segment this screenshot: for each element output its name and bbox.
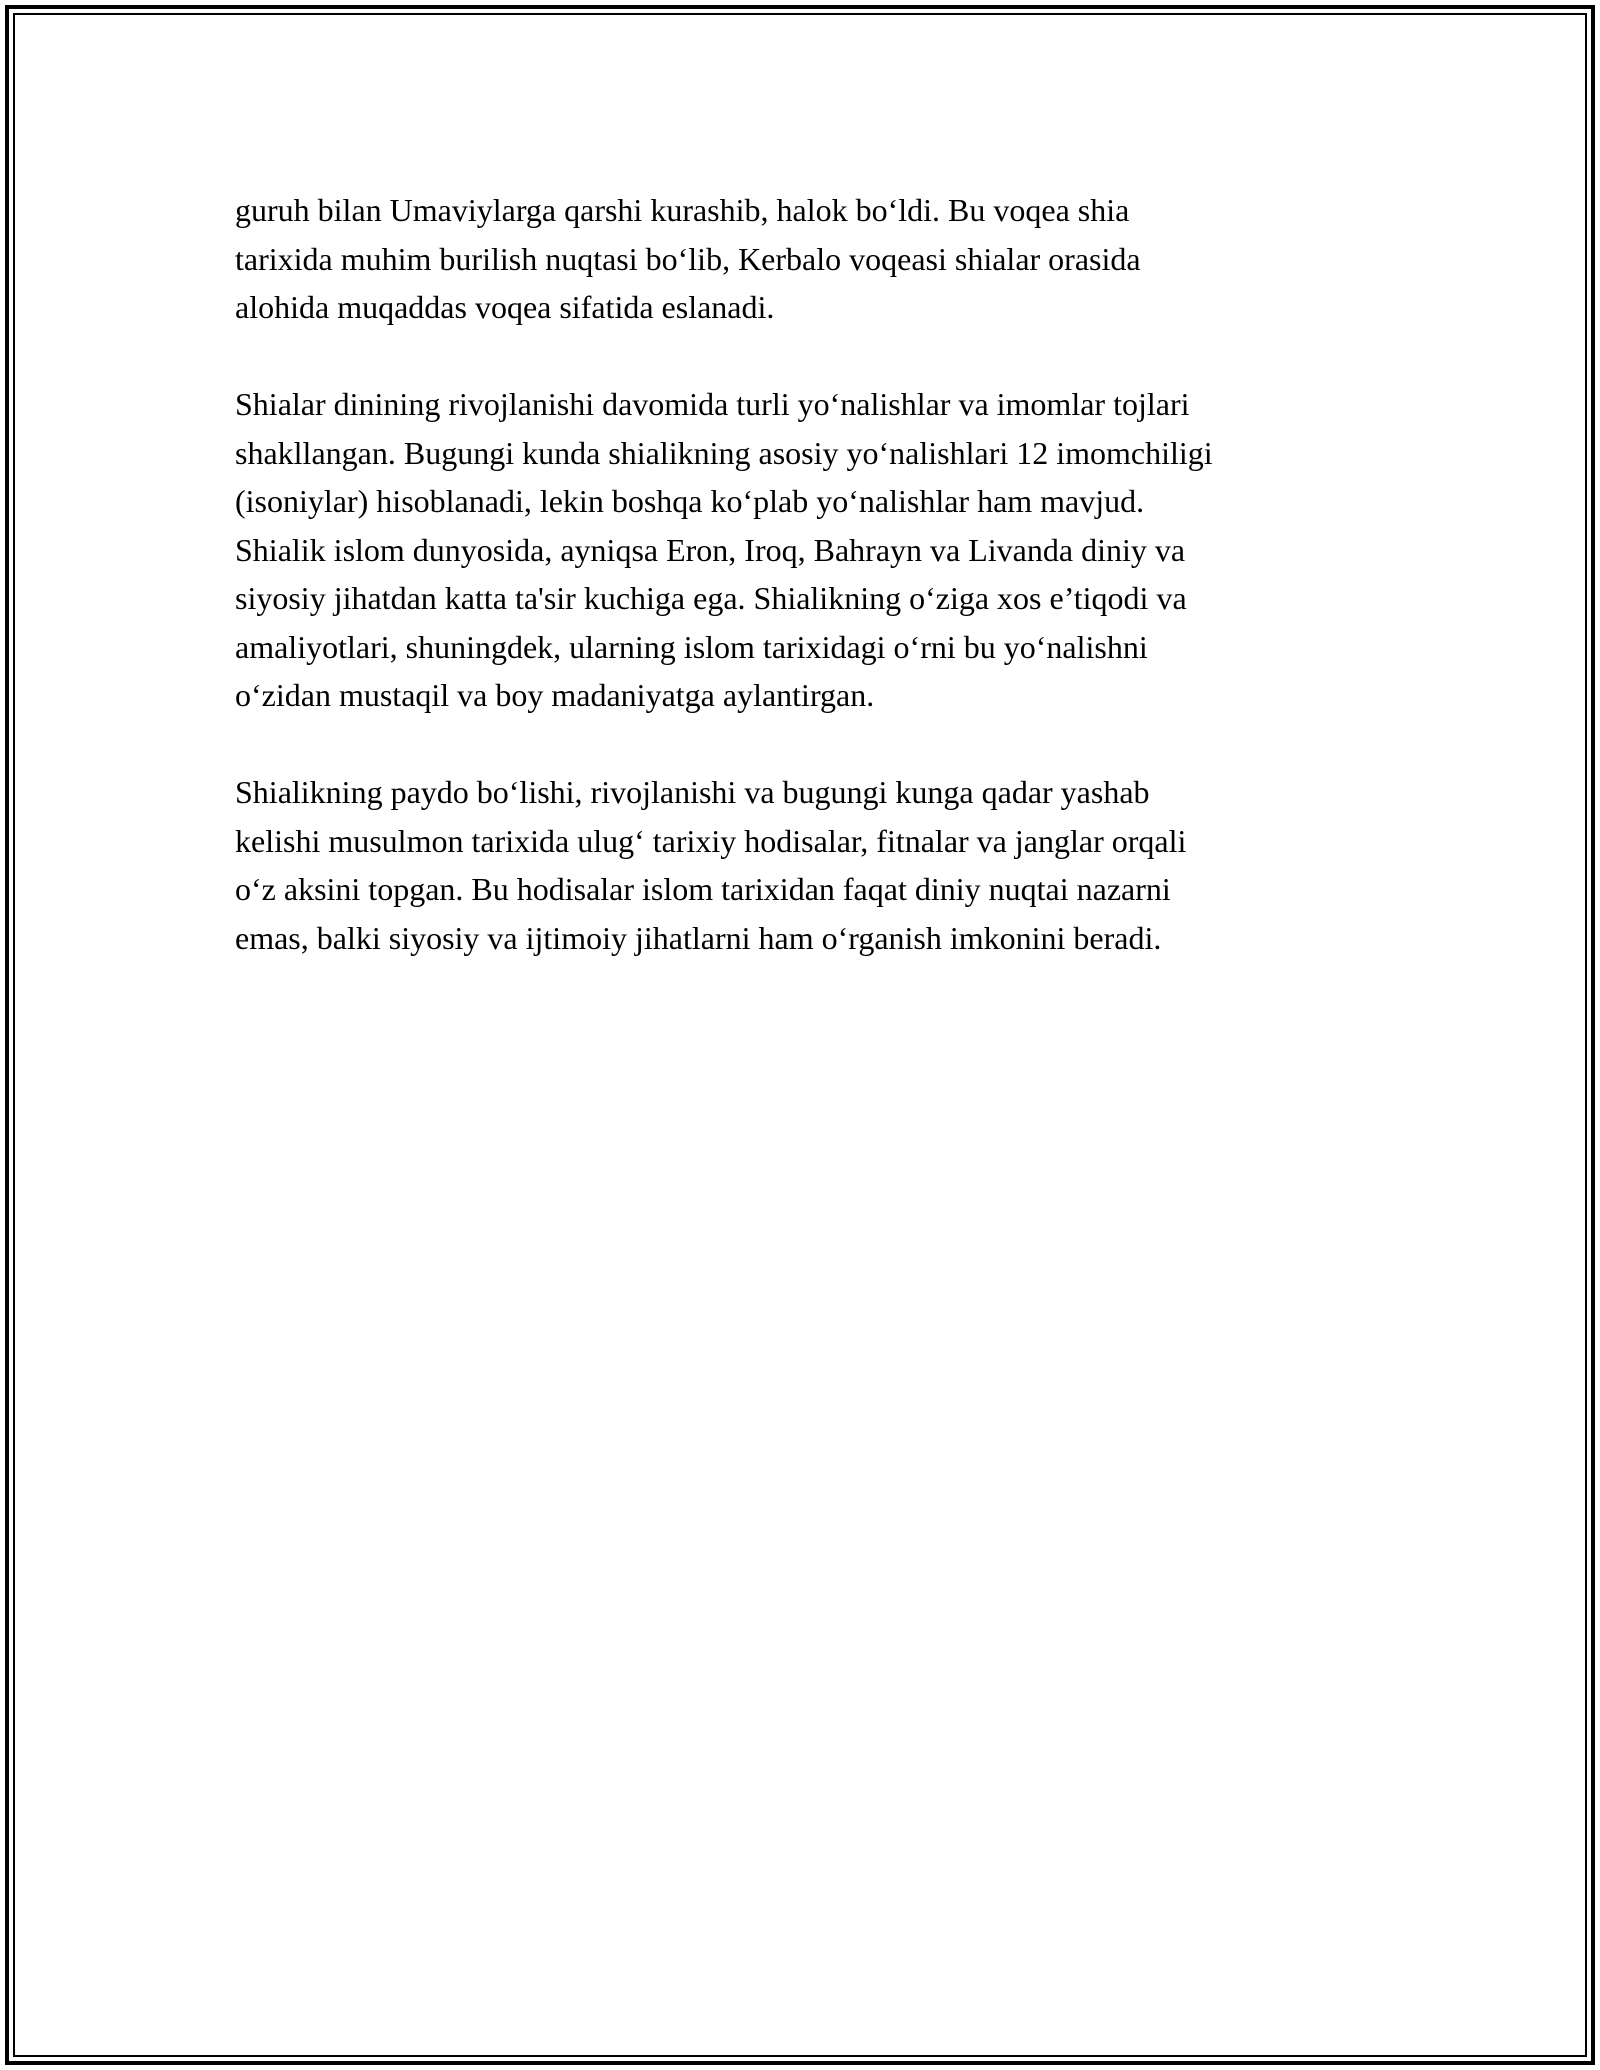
text-line: alohida muqaddas voqea sifatida eslanadi. — [235, 289, 775, 325]
text-line: o‘zidan mustaqil va boy madaniyatga aylantirgan. — [235, 677, 875, 713]
paragraph-1 — [235, 186, 1365, 332]
text-line: amaliyotlari, shuningdek, ularning islom tarixidagi o‘rni bu yo‘nalishni — [235, 628, 1148, 665]
paragraph-2 — [235, 380, 1365, 720]
text-line: Shialikning paydo bo‘lishi, rivojlanishi va bugungi kunga qadar yashab — [235, 774, 1150, 810]
text-line: Shialik islom dunyosida, ayniqsa Eron, Iroq, Bahrayn va Livanda diniy va — [235, 531, 1186, 568]
text-line: kelishi musulmon tarixida ulug‘ tarixiy hodisalar, fitnalar va janglar orqali — [235, 822, 1187, 859]
text-line: siyosiy jihatdan katta ta'sir kuchiga ega. Shialikning o‘ziga xos e’tiqodi va — [235, 580, 1187, 616]
text-line: Shialar dinining rivojlanishi davomida turli yo‘nalishlar va imomlar tojlari — [235, 386, 1190, 422]
text-line: o‘z aksini topgan. Bu hodisalar islom tarixidan faqat diniy nuqtai nazarni — [235, 871, 1171, 907]
text-line: tarixida muhim burilish nuqtasi bo‘lib, Kerbalo voqeasi shialar orasida — [235, 240, 1141, 277]
document-body — [235, 186, 1365, 1011]
text-line: guruh bilan Umaviylarga qarshi kurashib, halok bo‘ldi. Bu voqea shia — [235, 192, 1130, 228]
text-line: shakllangan. Bugungi kunda shialikning asosiy yo‘nalishlari 12 imomchiligi — [235, 434, 1213, 471]
text-line: emas, balki siyosiy va ijtimoiy jihatlarni ham o‘rganish imkonini beradi. — [235, 919, 1162, 956]
text-line: (isoniylar) hisoblanadi, lekin boshqa ko‘plab yo‘nalishlar ham mavjud. — [235, 483, 1145, 519]
paragraph-3 — [235, 768, 1365, 962]
